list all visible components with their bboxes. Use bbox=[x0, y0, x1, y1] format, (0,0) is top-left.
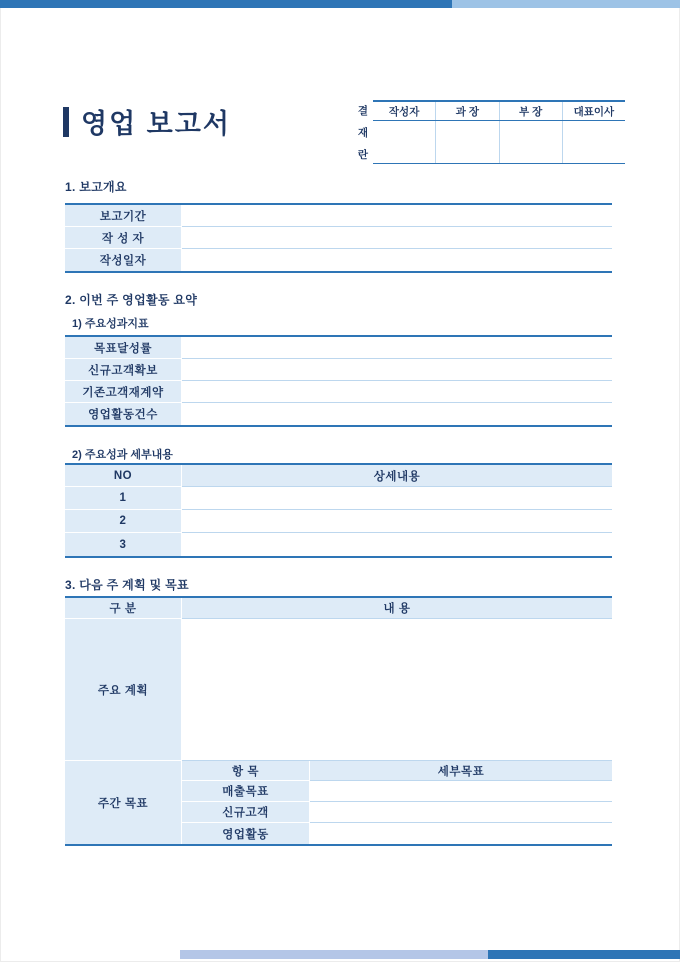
activity-count-input[interactable] bbox=[182, 403, 612, 425]
new-customer-goal-input[interactable] bbox=[310, 802, 612, 823]
table-header-row bbox=[182, 761, 612, 781]
top-accent-bar bbox=[0, 0, 680, 8]
top-bar-dark-segment bbox=[0, 0, 452, 8]
row-label: 작성일자 bbox=[65, 249, 182, 271]
table-row bbox=[65, 205, 612, 227]
sales-activity-input[interactable] bbox=[310, 823, 612, 844]
approval-sign-cell-writer[interactable] bbox=[373, 121, 435, 163]
approval-label bbox=[355, 100, 371, 164]
new-customer-input[interactable] bbox=[182, 359, 612, 381]
approval-box bbox=[355, 100, 625, 164]
table-row bbox=[182, 781, 612, 802]
detail-input-1[interactable] bbox=[182, 487, 612, 510]
col-header-target: 세부목표 bbox=[310, 761, 612, 781]
approval-col-director: 부 장 bbox=[499, 102, 562, 120]
section1-heading: 1. 보고개요 bbox=[65, 180, 127, 194]
bottom-accent-bar bbox=[180, 950, 680, 959]
bottom-bar-light-segment bbox=[180, 950, 488, 959]
row-number: 1 bbox=[65, 487, 182, 510]
row-number: 3 bbox=[65, 533, 182, 556]
approval-col-ceo: 대표이사 bbox=[562, 102, 625, 120]
row-label: 보고기간 bbox=[65, 205, 182, 227]
table-header-row bbox=[65, 465, 612, 487]
approval-sign-cell-manager[interactable] bbox=[435, 121, 498, 163]
goal-rate-input[interactable] bbox=[182, 337, 612, 359]
main-plan-label: 주요 계획 bbox=[65, 619, 182, 761]
detail-input-2[interactable] bbox=[182, 510, 612, 533]
title-accent-bar bbox=[63, 107, 69, 137]
renewal-input[interactable] bbox=[182, 381, 612, 403]
page-title: 영업 보고서 bbox=[81, 109, 231, 139]
next-week-plan-table bbox=[65, 596, 612, 846]
approval-col-writer: 작성자 bbox=[388, 105, 420, 118]
table-row bbox=[65, 227, 612, 249]
performance-details-table bbox=[65, 463, 612, 558]
col-header-content: 내 용 bbox=[182, 598, 612, 619]
col-header-details: 상세내용 bbox=[182, 465, 612, 487]
main-plan-input[interactable] bbox=[182, 619, 612, 761]
table-row bbox=[65, 249, 612, 271]
top-bar-light-segment bbox=[452, 0, 680, 8]
bottom-bar-dark-segment bbox=[488, 950, 680, 959]
col-header-item: 항 목 bbox=[182, 761, 310, 781]
table-row bbox=[182, 823, 612, 844]
report-title-block bbox=[63, 102, 231, 141]
table-row bbox=[65, 337, 612, 359]
table-row bbox=[65, 487, 612, 510]
table-row bbox=[65, 359, 612, 381]
report-overview-table bbox=[65, 203, 612, 273]
goal-item-label: 매출목표 bbox=[182, 781, 310, 802]
table-header-row bbox=[65, 598, 612, 619]
col-header-no: NO bbox=[65, 465, 182, 487]
section3-heading: 3. 다음 주 계획 및 목표 bbox=[65, 578, 189, 592]
goal-item-label: 영업활동 bbox=[182, 823, 310, 844]
approval-col-manager: 과 장 bbox=[435, 102, 498, 120]
report-period-input[interactable] bbox=[182, 205, 612, 227]
row-label: 기존고객재계약 bbox=[65, 381, 182, 403]
writer-input[interactable] bbox=[182, 227, 612, 249]
weekly-goal-row bbox=[65, 761, 612, 844]
approval-label-char: 란 bbox=[357, 149, 369, 161]
detail-input-3[interactable] bbox=[182, 533, 612, 556]
weekly-goals-table bbox=[182, 761, 612, 844]
row-label: 목표달성률 bbox=[65, 337, 182, 359]
kpi-table bbox=[65, 335, 612, 427]
col-header-category: 구 분 bbox=[65, 598, 182, 619]
approval-header-row bbox=[373, 102, 625, 121]
table-row bbox=[65, 533, 612, 556]
table-row bbox=[182, 802, 612, 823]
row-label: 신규고객확보 bbox=[65, 359, 182, 381]
approval-sign-cell-director[interactable] bbox=[499, 121, 562, 163]
section2-heading: 2. 이번 주 영업활동 요약 bbox=[65, 293, 198, 307]
report-date-input[interactable] bbox=[182, 249, 612, 271]
goal-item-label: 신규고객 bbox=[182, 802, 310, 823]
details-subheading: 2) 주요성과 세부내용 bbox=[72, 449, 173, 461]
approval-label-char: 재 bbox=[357, 127, 369, 139]
row-label: 작 성 자 bbox=[65, 227, 182, 249]
approval-sign-row bbox=[373, 121, 625, 163]
table-row bbox=[65, 510, 612, 533]
row-number: 2 bbox=[65, 510, 182, 533]
row-label: 영업활동건수 bbox=[65, 403, 182, 425]
approval-grid bbox=[373, 100, 625, 164]
weekly-goal-label: 주간 목표 bbox=[65, 761, 182, 844]
kpi-subheading: 1) 주요성과지표 bbox=[72, 318, 149, 330]
table-row bbox=[65, 403, 612, 425]
approval-label-char: 결 bbox=[357, 105, 369, 117]
sales-target-input[interactable] bbox=[310, 781, 612, 802]
approval-sign-cell-ceo[interactable] bbox=[562, 121, 625, 163]
table-row bbox=[65, 381, 612, 403]
main-plan-row bbox=[65, 619, 612, 761]
